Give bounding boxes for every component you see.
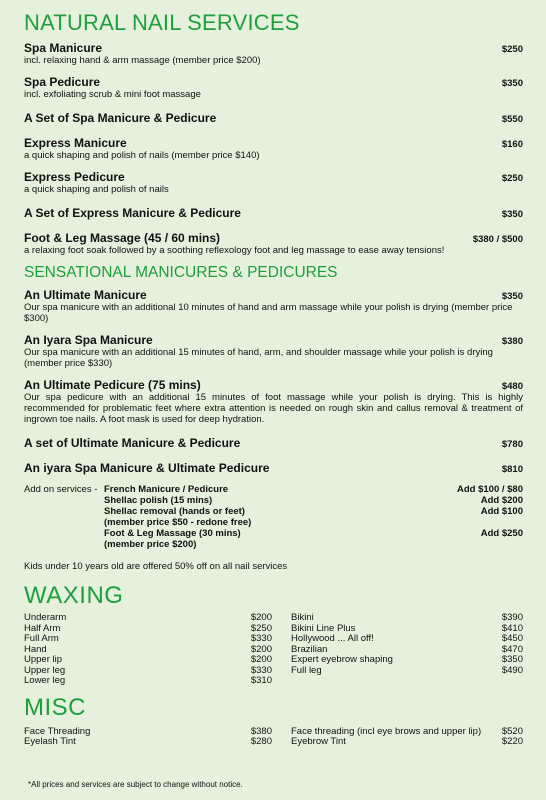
addon-sub: (member price $200) [104,539,197,550]
price-row [291,655,523,666]
service-item [24,170,523,195]
footnote: *All prices and services are subject to change without notice. [28,780,243,789]
addon-price: Add $100 / $80 [456,484,523,495]
service-name: An iyara Spa Manicure & Ultimate Pedicure [24,461,270,475]
waxing-left-column [24,613,272,687]
item-name: Half Arm [24,622,61,634]
item-price: $350 [501,654,523,665]
service-name: Express Manicure [24,136,127,150]
service-price: $160 [501,139,523,150]
service-description: Our spa pedicure with an additional 15 minutes of foot massage while your polish is drying. This is highly recommended for problematic feet where extra attention is needed on rough skin and callus removal & treatment of ingrown toe nails. A foot mask is used for deep hydration. [24,392,523,425]
addon-row [104,517,523,528]
item-price: $220 [501,736,523,747]
addon-label: Add on services - [24,484,98,495]
service-price: $350 [501,291,523,302]
misc-left-column [24,727,272,748]
item-price: $450 [501,633,523,644]
item-price: $200 [250,612,272,623]
service-item [24,206,523,220]
item-name: Hand [24,643,47,655]
item-price: $490 [501,664,523,676]
service-name: An Iyara Spa Manicure [24,333,153,347]
service-description: a quick shaping and polish of nails (member price $140) [24,150,260,161]
addon-name: Shellac polish (15 mins) [104,495,213,506]
item-name: Face threading (incl eye brows and upper lip) [291,725,482,737]
addon-price: Add $200 [480,495,523,506]
addon-list [104,484,523,550]
item-name: Underarm [24,612,67,623]
misc-right-column [291,727,523,748]
service-name: A Set of Spa Manicure & Pedicure [24,111,217,125]
item-price: $410 [501,622,523,634]
addon-price: Add $250 [480,528,523,539]
service-name: A set of Ultimate Manicure & Pedicure [24,436,241,450]
addon-row [104,495,523,506]
item-price: $310 [250,675,272,686]
service-item [24,288,523,324]
item-price: $330 [250,664,272,676]
addon-price: Add $100 [480,506,523,517]
service-price: $550 [501,114,523,125]
item-name: Eyelash Tint [24,736,76,747]
addon-name: French Manicure / Pedicure [104,484,229,495]
item-name: Lower leg [24,675,66,686]
addon-sub: (member price $50 - redone free) [104,517,252,528]
item-price: $470 [501,643,523,655]
item-name: Expert eyebrow shaping [291,654,393,665]
service-price: $380 [501,336,523,347]
item-price: $390 [501,612,523,623]
addon-row [104,506,523,517]
item-price: $520 [501,725,523,737]
price-row [24,624,272,635]
item-name: Eyebrow Tint [291,736,346,747]
price-row [291,666,523,677]
item-price: $280 [250,736,272,747]
service-name: A Set of Express Manicure & Pedicure [24,206,241,220]
item-name: Upper lip [24,654,63,665]
service-name: Foot & Leg Massage (45 / 60 mins) [24,231,221,245]
item-price: $200 [250,654,272,665]
service-name: An Ultimate Manicure [24,288,147,302]
waxing-right-column [291,613,523,687]
item-name: Bikini [291,612,314,623]
service-item [24,461,523,475]
price-row [24,613,272,624]
service-description: a relaxing foot soak followed by a soothing reflexology foot and leg massage to ease away tensions! [24,245,445,256]
service-description: Our spa manicure with an additional 15 minutes of hand, arm, and shoulder massage while your polish is drying (member price $330) [24,347,493,369]
price-row [291,634,523,645]
item-price: $330 [250,633,272,644]
service-description: a quick shaping and polish of nails [24,184,169,195]
service-price: $480 [501,381,523,392]
service-name: Spa Manicure [24,41,103,55]
service-name: Express Pedicure [24,170,125,184]
nail-section-title: NATURAL NAIL SERVICES [24,10,300,35]
service-description: incl. exfoliating scrub & mini foot massage [24,89,201,100]
service-item [24,136,523,161]
service-price: $350 [501,78,523,89]
service-description: incl. relaxing hand & arm massage (member price $200) [24,55,261,66]
price-row [291,613,523,624]
price-row [24,634,272,645]
service-price: $780 [501,439,523,450]
kids-note: Kids under 10 years old are offered 50% off on all nail services [24,561,288,572]
sensational-section-title: SENSATIONAL MANICURES & PEDICURES [24,264,338,281]
service-price: $380 / $500 [472,234,523,245]
service-item [24,75,523,100]
service-item [24,436,523,450]
item-name: Face Threading [24,725,91,737]
item-name: Bikini Line Plus [291,622,356,634]
item-name: Hollywood ... All off! [291,633,374,644]
service-price: $250 [501,173,523,184]
price-row [24,737,272,748]
addon-row [104,484,523,495]
service-item [24,111,523,125]
service-price: $810 [501,464,523,475]
service-price: $250 [501,44,523,55]
waxing-section-title: WAXING [24,582,124,609]
service-item [24,378,523,425]
service-description: Our spa manicure with an additional 10 minutes of hand and arm massage while your polish is drying (member price $300) [24,302,513,324]
waxing-price-columns [24,613,523,687]
misc-price-columns [24,727,523,748]
service-price: $350 [501,209,523,220]
item-name: Brazilian [291,643,328,655]
service-item [24,41,523,66]
service-name: Spa Pedicure [24,75,101,89]
item-name: Upper leg [24,664,66,676]
addon-row [104,539,523,550]
price-row [24,676,272,687]
addon-row [104,528,523,539]
addon-name: Foot & Leg Massage (30 mins) [104,528,241,539]
item-name: Full Arm [24,633,59,644]
item-price: $380 [250,725,272,737]
service-name: An Ultimate Pedicure (75 mins) [24,378,201,392]
service-item [24,231,523,256]
item-name: Full leg [291,664,322,676]
price-row [291,737,523,748]
price-row [24,655,272,666]
item-price: $200 [250,643,272,655]
addon-services [24,484,523,550]
misc-section-title: MISC [24,693,86,721]
addon-name: Shellac removal (hands or feet) [104,506,245,517]
service-item [24,333,523,369]
item-price: $250 [250,622,272,634]
